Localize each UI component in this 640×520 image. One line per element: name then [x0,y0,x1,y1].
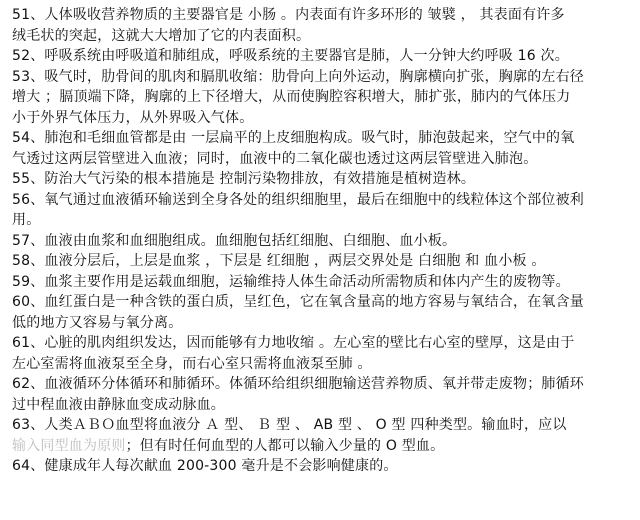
item-line: 62、血液循环分体循环和肺循环。体循环给组织细胞输送营养物质、氧并带走废物；肺循环 [12,376,585,392]
item-line: 绒毛状的突起，这就大大增加了它的内表面积。 [12,27,311,44]
item-line: 57、血液由血浆和血细胞组成。血细胞包括红细胞、白细胞、血小板。 [12,232,457,249]
item-line: 56、氧气通过血液循环输送到全身各处的组织细胞里，最后在细胞中的线粒体这个部位被利 [12,191,585,208]
item-58 [12,251,630,272]
item-57 [12,231,630,252]
item-61 [12,333,630,374]
item-line: 54、肺泡和毛细血管都是由 一层扁平的上皮细胞构成。吸气时，肺泡鼓起来，空气中的氧 [12,130,575,146]
item-line: 增大 ；膈顶端下降，胸廓的上下径增大，从而使胸腔容积增大，肺扩张，肺内的气体压力 [12,89,571,105]
item-line: 小于外界气体压力，从外界吸入气体。 [12,109,254,126]
item-line: 用。 [12,212,41,228]
item-line: 59、血浆主要作用是运载血细胞，运输维持人体生命活动所需物质和体内产生的废物等。 [12,273,570,290]
item-line: 60、血红蛋白是一种含铁的蛋白质，呈红色，它在氧含量高的地方容易与氧结合，在氧含量 [12,294,585,310]
item-line: 气透过这两层管壁进入血液；同时，血液中的二氧化碳也透过这两层管壁进入肺泡。 [12,150,538,167]
item-line: 52、呼吸系统由呼吸道和肺组成，呼吸系统的主要器官是肺，人一分钟大约呼吸 16 次。 [12,48,569,64]
item-64 [12,456,630,477]
watermarked-text: 输入同型血为原则 [12,437,126,454]
item-line [12,436,630,457]
item-52 [12,46,630,67]
item-line-text: ；但有时任何血型的人都可以输入少量的 O 型血。 [125,437,445,454]
item-60 [12,292,630,333]
item-line: 63、人类ＡＢＯ血型将血液分 Ａ 型、 Ｂ 型 、 AB 型 、 O 型 四种类型。输血时，应以 [12,417,567,433]
item-line: 左心室需将血液泵至全身，而右心室只需将血液泵至肺 。 [12,355,372,372]
item-62 [12,374,630,415]
item-line: 51、人体吸收营养物质的主要器官是 小肠 。内表面有许多环形的 皱襞 ， 其表面有许多 [12,7,565,23]
item-line: 58、血液分层后，上层是血浆 ，下层是 红细胞 ，两层交界处是 白细胞 和 血小板 。 [12,253,546,269]
item-51 [12,5,630,46]
item-line: 55、防治大气污染的根本措施是 控制污染物排放，有效措施是植树造林。 [12,171,476,187]
item-63 [12,415,630,456]
item-54 [12,128,630,169]
item-56 [12,190,630,231]
item-line: 64、健康成年人每次献血 200-300 毫升是不会影响健康的。 [12,458,398,474]
item-line: 低的地方又容易与氧分离。 [12,314,183,331]
item-59 [12,272,630,293]
item-line: 53、吸气时，肋骨间的肌肉和膈肌收缩：肋骨向上向外运动，胸廓横向扩张，胸廓的左右径 [12,68,585,85]
item-line: 过中程血液由静脉血变成动脉血。 [12,396,225,413]
item-55 [12,169,630,190]
item-53 [12,67,630,129]
item-line: 61、心脏的肌肉组织发达，因而能够有力地收缩 。左心室的壁比右心室的壁厚，这是由于 [12,335,575,351]
